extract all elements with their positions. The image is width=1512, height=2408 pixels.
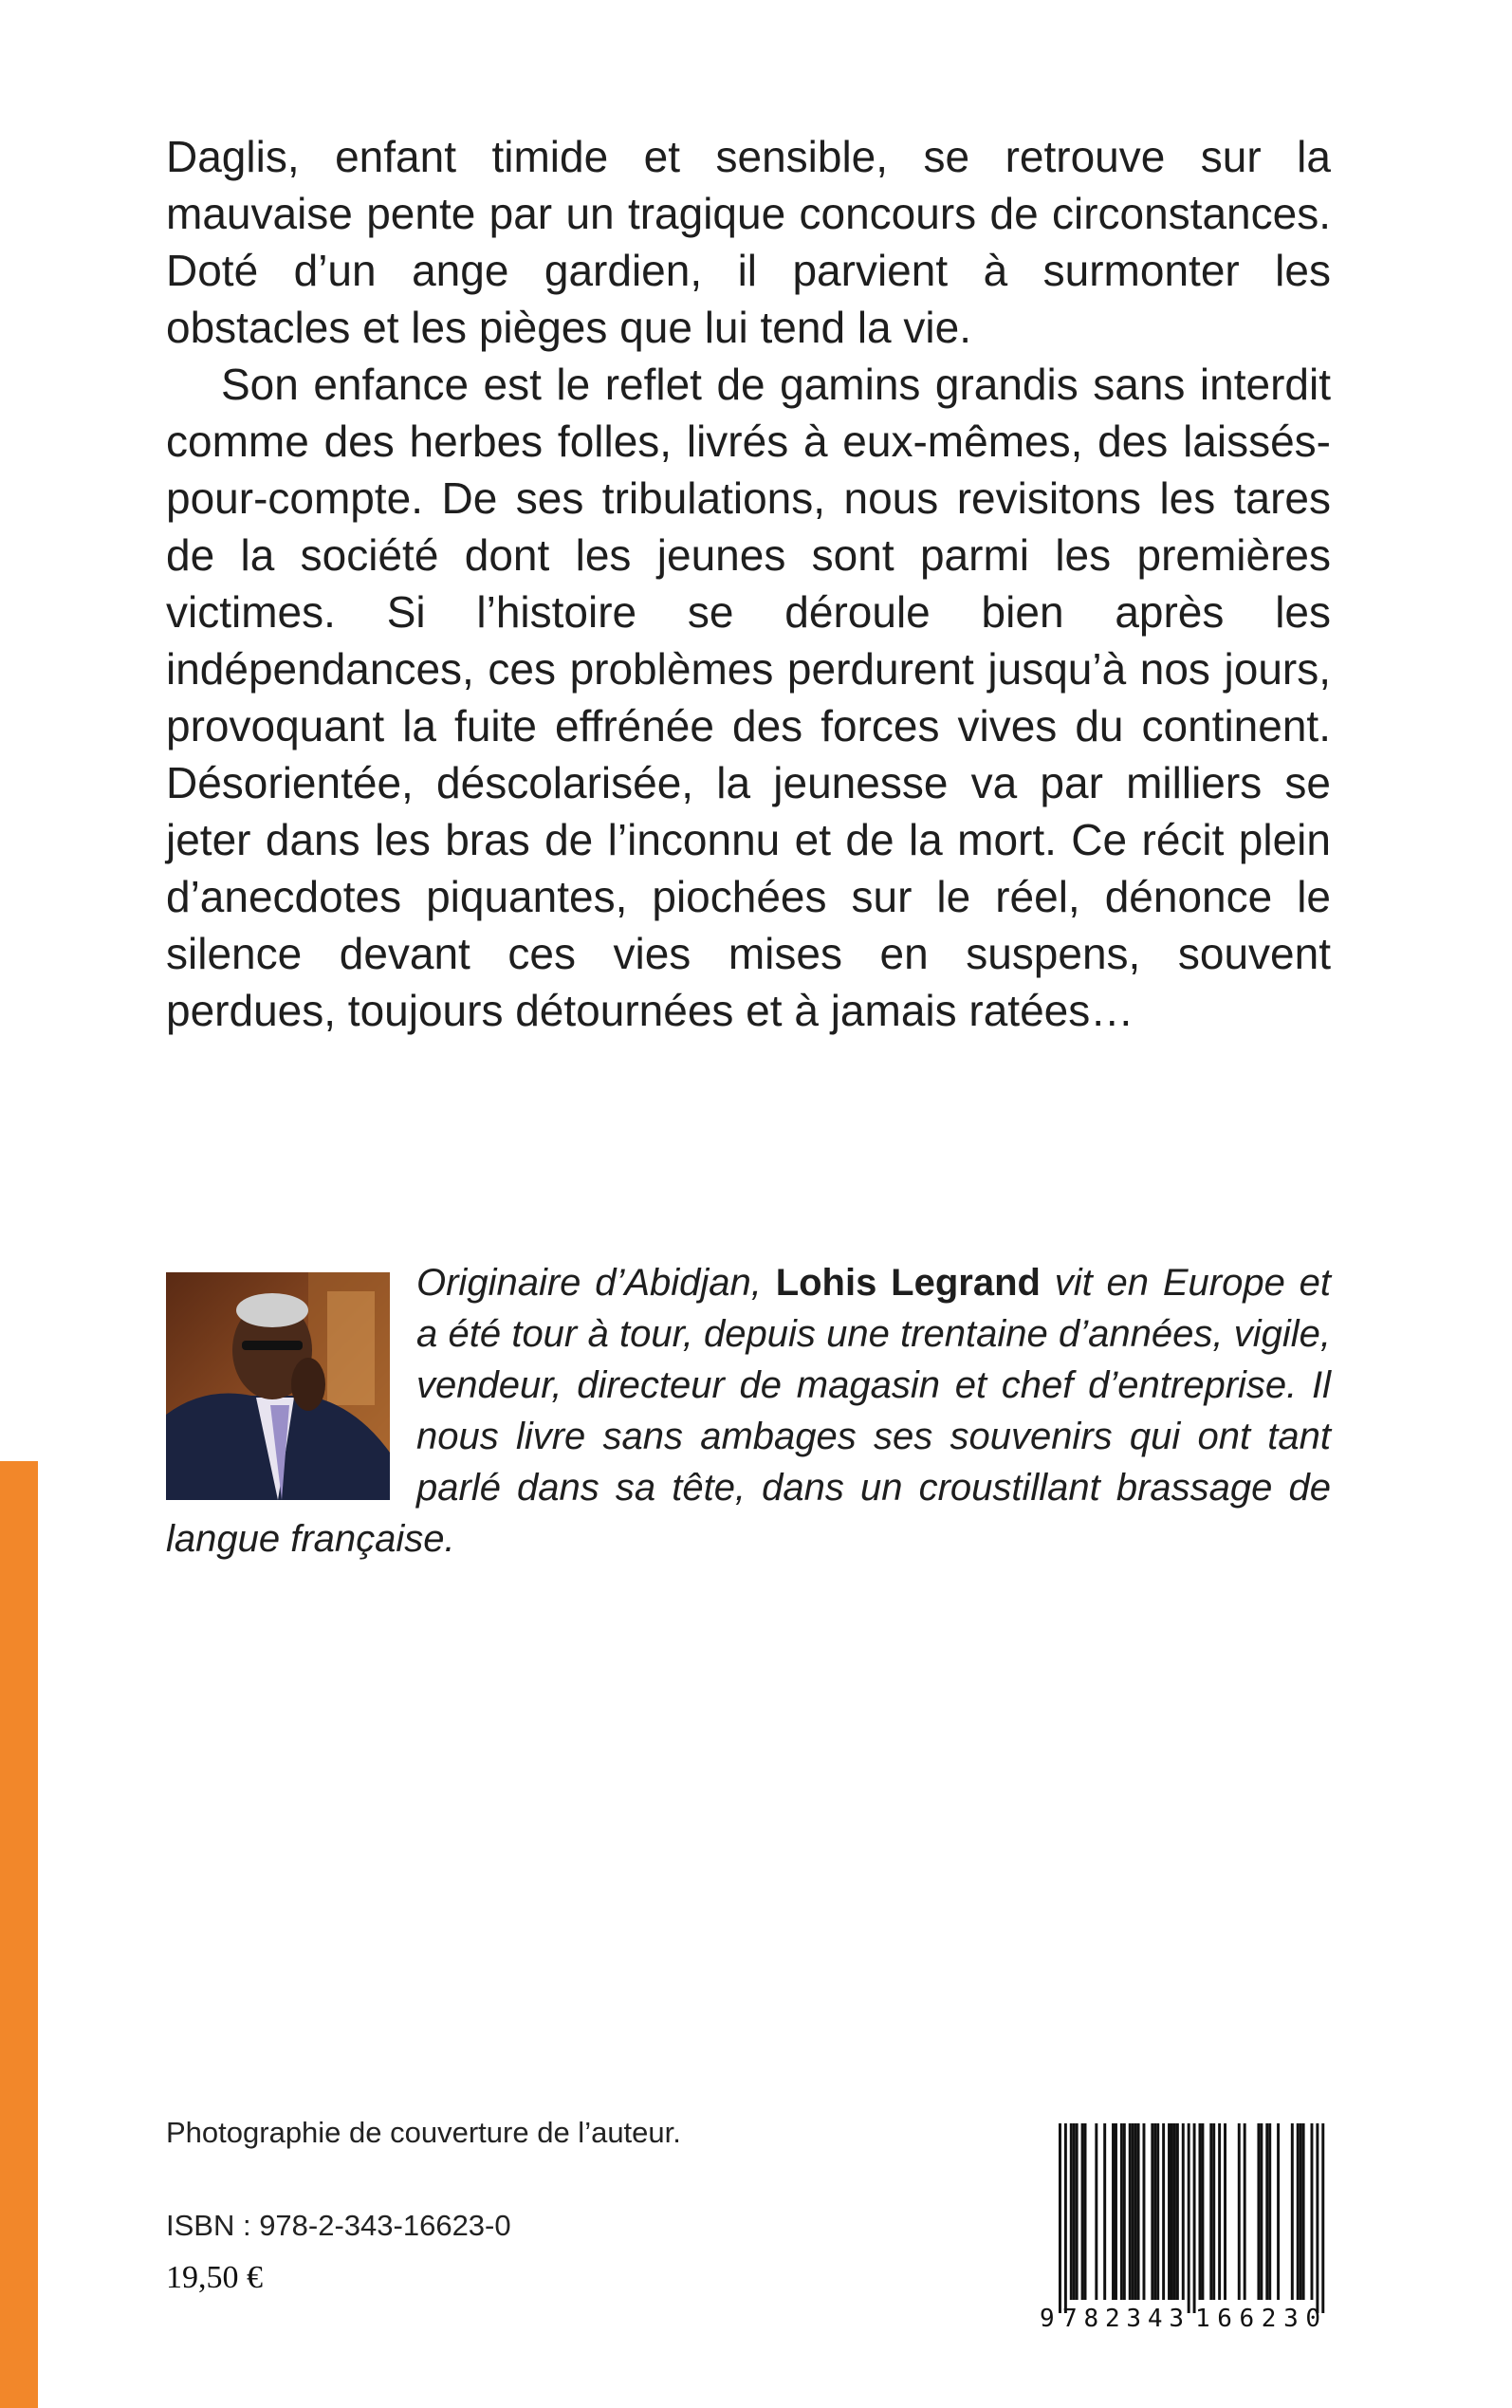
photo-credit: Photographie de couverture de l’auteur. — [166, 2116, 681, 2149]
barcode-bar — [1291, 2123, 1294, 2300]
barcode-bar — [1064, 2123, 1067, 2313]
barcode-bar — [1162, 2123, 1165, 2300]
barcode-bar — [1143, 2123, 1146, 2300]
author-name: Lohis Legrand — [775, 1262, 1041, 1304]
barcode-bar — [1134, 2123, 1137, 2300]
barcode-bar — [1103, 2123, 1106, 2300]
barcode-bar — [1302, 2123, 1305, 2300]
barcode-bar — [1297, 2123, 1300, 2300]
price-label: 19,50 € — [166, 2260, 263, 2295]
barcode-bar — [1300, 2123, 1302, 2300]
barcode-bar — [1188, 2123, 1190, 2313]
barcode-bar — [1132, 2123, 1134, 2300]
barcode-bar — [1059, 2123, 1061, 2313]
barcode-bar — [1120, 2123, 1123, 2300]
barcode-digits-left: 782343 — [1062, 2305, 1184, 2332]
barcode-bar — [1316, 2123, 1318, 2313]
barcode-bar — [1070, 2123, 1073, 2300]
barcode-bar — [1073, 2123, 1076, 2300]
barcode-bar — [1153, 2123, 1156, 2300]
barcode-bar — [1257, 2123, 1260, 2300]
author-photo — [166, 1272, 390, 1500]
orange-spine-strip — [0, 1461, 38, 2408]
barcode-bar — [1112, 2123, 1115, 2300]
barcode-bar — [1268, 2123, 1271, 2300]
isbn-label: ISBN : 978-2-343-16623-0 — [166, 2209, 511, 2242]
barcode-bar — [1193, 2123, 1196, 2313]
barcode-bar — [1156, 2123, 1159, 2300]
barcode-bar — [1218, 2123, 1221, 2300]
back-cover-synopsis — [166, 128, 1331, 1039]
barcode-bar — [1182, 2123, 1185, 2300]
barcode-bar — [1224, 2123, 1226, 2300]
barcode-bar — [1260, 2123, 1263, 2300]
isbn-barcode — [1040, 2123, 1336, 2332]
barcode-bar — [1209, 2123, 1212, 2300]
synopsis-paragraph-1: Daglis, enfant timide et sensible, se retrouve sur la mauvaise pente par un tragique concours de circonstances. Doté d’un ange gardien, il parvient à surmonter les obstacles et les pièges que lui tend la vie. — [166, 132, 1331, 352]
barcode-bar — [1129, 2123, 1132, 2300]
barcode-bar — [1137, 2123, 1140, 2300]
barcode-bar — [1084, 2123, 1087, 2300]
barcode-bar — [1151, 2123, 1153, 2300]
barcode-digits-right: 166230 — [1195, 2305, 1320, 2332]
barcode-bar — [1244, 2123, 1246, 2300]
barcode-bar — [1123, 2123, 1126, 2300]
author-biography — [166, 1257, 1331, 1565]
barcode-bar — [1076, 2123, 1079, 2300]
barcode-bar — [1277, 2123, 1280, 2300]
barcode-bar — [1199, 2123, 1202, 2300]
barcode-bar — [1081, 2123, 1084, 2300]
barcode-bar — [1201, 2123, 1204, 2300]
author-bio-intro: Originaire d’Abidjan, — [416, 1262, 776, 1304]
barcode-bar — [1171, 2123, 1173, 2300]
barcode-digit-first: 9 — [1040, 2305, 1055, 2332]
barcode-bar — [1321, 2123, 1324, 2313]
barcode-bar — [1173, 2123, 1176, 2300]
barcode-bar — [1265, 2123, 1268, 2300]
barcode-bar — [1238, 2123, 1241, 2300]
barcode-bar — [1115, 2123, 1117, 2300]
synopsis-paragraph-2: Son enfance est le reflet de gamins grandis sans interdit comme des herbes folles, livrés à eux-mêmes, des laissés-pour-compte. De ses tribulations, nous revisitons les tares de la société dont les jeunes sont parmi les premières victimes. Si l’histoire se déroule bien après les indépendances, ces problèmes perdurent jusqu’à nos jours, provoquant la fuite effrénée des forces vives du continent. Désorientée, déscolarisée, la jeunesse va par milliers se jeter dans les bras de l’inconnu et de la mort. Ce récit plein d’anecdotes piquantes, piochées sur le réel, dénonce le silence devant ces vies mises en suspens, souvent perdues, toujours détournées et à jamais ratées… — [166, 360, 1331, 1035]
barcode-bar — [1311, 2123, 1314, 2300]
author-bio-text: vit en Europe et a été tour à tour, depuis une trentaine d’années, vigile, vendeur, directeur de magasin et chef d’entreprise. Il nous livre sans ambages ses souvenirs qui ont tant parlé dans sa tête, dans un croustillant brassage de langue française. — [166, 1262, 1331, 1560]
barcode-bar — [1168, 2123, 1171, 2300]
barcode-bar — [1176, 2123, 1179, 2300]
barcode-bar — [1212, 2123, 1215, 2300]
barcode-bar — [1095, 2123, 1097, 2300]
